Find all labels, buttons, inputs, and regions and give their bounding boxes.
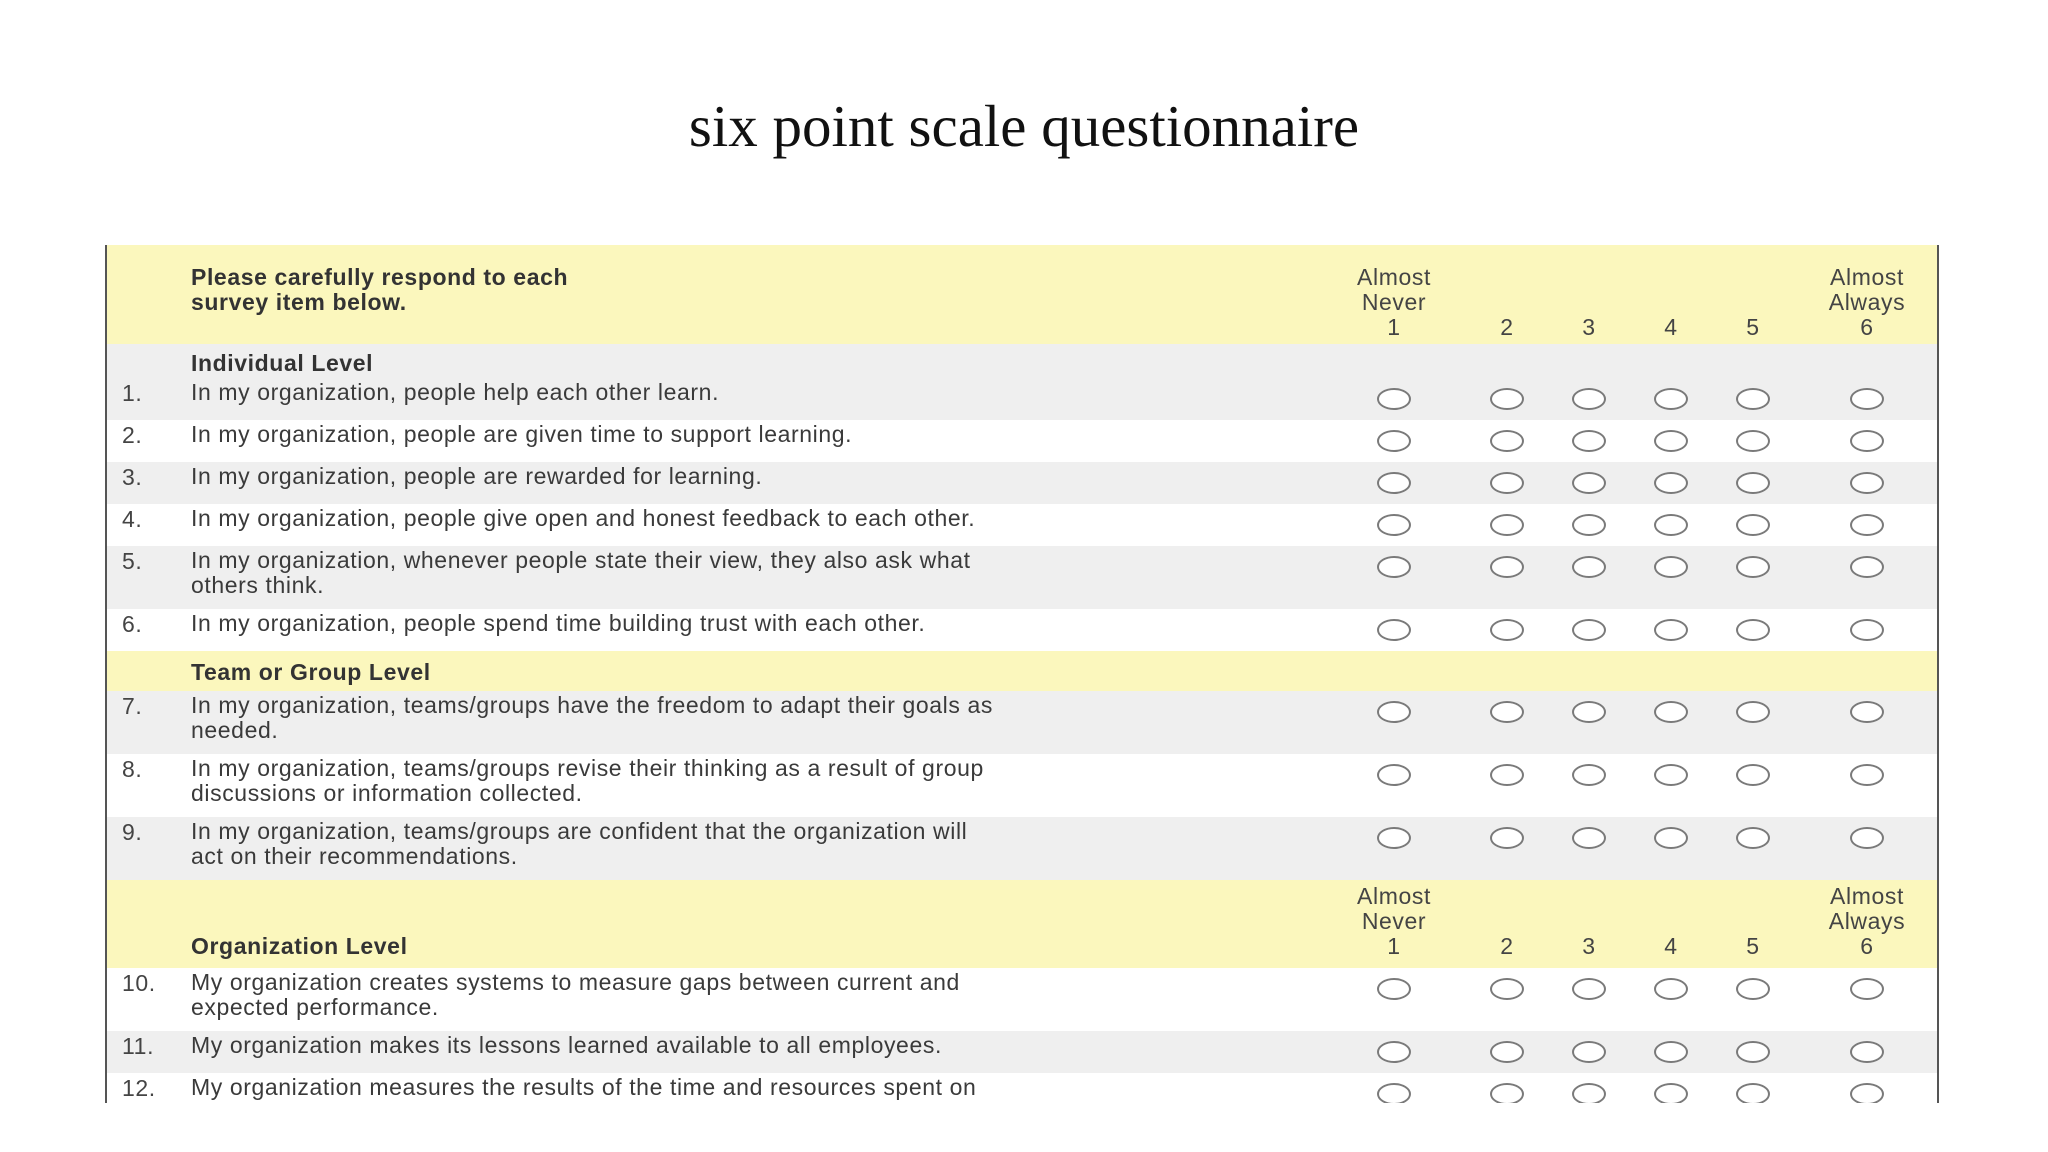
question-text: In my organization, people spend time building trust with each other. [191, 610, 926, 636]
question-text: My organization creates systems to measure gaps between current and expected performance. [191, 969, 960, 1020]
question-number: 7. [122, 693, 143, 719]
question-text: In my organization, people give open and honest feedback to each other. [191, 505, 976, 531]
question-text: In my organization, teams/groups have the freedom to adapt their goals as needed. [191, 692, 993, 743]
question-text: In my organization, people are given time to support learning. [191, 421, 853, 447]
rating-radio-3[interactable] [1572, 1041, 1606, 1063]
rating-radio-2[interactable] [1490, 701, 1524, 723]
question-number: 4. [122, 506, 143, 532]
rating-radio-3[interactable] [1572, 619, 1606, 641]
rating-radio-5[interactable] [1736, 388, 1770, 410]
rating-radio-6[interactable] [1850, 978, 1884, 1000]
rating-radio-6[interactable] [1850, 1083, 1884, 1103]
rating-radio-2[interactable] [1490, 827, 1524, 849]
rating-radio-4[interactable] [1654, 764, 1688, 786]
survey-intro: Please carefully respond to each survey item below. [191, 264, 569, 315]
scale-label-almost-always: Almost Always 6 [1828, 264, 1906, 340]
question-row [107, 504, 1937, 546]
question-number: 3. [122, 464, 143, 490]
rating-radio-1[interactable] [1377, 827, 1411, 849]
rating-radio-4[interactable] [1654, 1041, 1688, 1063]
rating-radio-2[interactable] [1490, 430, 1524, 452]
rating-radio-4[interactable] [1654, 514, 1688, 536]
question-number: 6. [122, 611, 143, 637]
rating-radio-5[interactable] [1736, 701, 1770, 723]
rating-radio-1[interactable] [1377, 978, 1411, 1000]
section-heading-row [107, 344, 1937, 378]
section-heading-row [107, 880, 1937, 968]
rating-radio-6[interactable] [1850, 827, 1884, 849]
rating-radio-6[interactable] [1850, 514, 1884, 536]
scale-label-4: 4 [1664, 314, 1678, 340]
page-title: six point scale questionnaire [688, 93, 1360, 159]
scale-label-almost-never: Almost Never 1 [1357, 264, 1431, 340]
rating-radio-1[interactable] [1377, 764, 1411, 786]
rating-radio-5[interactable] [1736, 556, 1770, 578]
rating-radio-4[interactable] [1654, 619, 1688, 641]
rating-radio-1[interactable] [1377, 1041, 1411, 1063]
rating-radio-1[interactable] [1377, 430, 1411, 452]
rating-radio-4[interactable] [1654, 827, 1688, 849]
rating-radio-5[interactable] [1736, 1041, 1770, 1063]
rating-radio-6[interactable] [1850, 1041, 1884, 1063]
question-row [107, 1073, 1937, 1103]
rating-radio-3[interactable] [1572, 472, 1606, 494]
section-heading: Team or Group Level [191, 659, 431, 685]
question-row [107, 968, 1937, 1031]
rating-radio-3[interactable] [1572, 514, 1606, 536]
section-heading: Organization Level [191, 933, 408, 959]
rating-radio-1[interactable] [1377, 1083, 1411, 1103]
scale-label-4: 4 [1664, 933, 1678, 959]
rating-radio-2[interactable] [1490, 764, 1524, 786]
rating-radio-6[interactable] [1850, 701, 1884, 723]
survey-table [105, 245, 1939, 1103]
question-text: In my organization, teams/groups revise their thinking as a result of group discussions or information collected. [191, 755, 984, 806]
question-row [107, 817, 1937, 880]
question-number: 11. [122, 1033, 155, 1059]
rating-radio-4[interactable] [1654, 701, 1688, 723]
section-heading: Individual Level [191, 350, 374, 376]
rating-radio-4[interactable] [1654, 472, 1688, 494]
question-number: 9. [122, 819, 143, 845]
rating-radio-5[interactable] [1736, 430, 1770, 452]
scale-label-3: 3 [1582, 314, 1596, 340]
rating-radio-3[interactable] [1572, 978, 1606, 1000]
rating-radio-2[interactable] [1490, 978, 1524, 1000]
rating-radio-1[interactable] [1377, 556, 1411, 578]
question-number: 10. [122, 970, 156, 996]
question-text: My organization makes its lessons learned available to all employees. [191, 1032, 942, 1058]
question-row [107, 420, 1937, 462]
question-text: In my organization, people are rewarded for learning. [191, 463, 763, 489]
question-number: 1. [122, 380, 143, 406]
question-number: 8. [122, 756, 143, 782]
rating-radio-2[interactable] [1490, 1041, 1524, 1063]
rating-radio-5[interactable] [1736, 619, 1770, 641]
rating-radio-5[interactable] [1736, 827, 1770, 849]
rating-radio-2[interactable] [1490, 472, 1524, 494]
rating-radio-2[interactable] [1490, 514, 1524, 536]
scale-label-5: 5 [1746, 933, 1760, 959]
rating-radio-3[interactable] [1572, 556, 1606, 578]
rating-radio-4[interactable] [1654, 556, 1688, 578]
survey-header-row [107, 245, 1937, 344]
scale-label-almost-never: Almost Never 1 [1357, 883, 1431, 959]
rating-radio-1[interactable] [1377, 619, 1411, 641]
rating-radio-5[interactable] [1736, 764, 1770, 786]
question-row [107, 378, 1937, 420]
rating-radio-5[interactable] [1736, 978, 1770, 1000]
question-row [107, 691, 1937, 754]
question-row [107, 609, 1937, 651]
rating-radio-2[interactable] [1490, 1083, 1524, 1103]
scale-label-2: 2 [1500, 314, 1514, 340]
question-text: My organization measures the results of the time and resources spent on [191, 1074, 977, 1100]
rating-radio-4[interactable] [1654, 430, 1688, 452]
rating-radio-3[interactable] [1572, 701, 1606, 723]
question-number: 5. [122, 548, 143, 574]
rating-radio-6[interactable] [1850, 388, 1884, 410]
scale-label-5: 5 [1746, 314, 1760, 340]
question-row [107, 546, 1937, 609]
rating-radio-3[interactable] [1572, 827, 1606, 849]
question-text: In my organization, whenever people state their view, they also ask what others think. [191, 547, 971, 598]
rating-radio-6[interactable] [1850, 472, 1884, 494]
rating-radio-2[interactable] [1490, 619, 1524, 641]
rating-radio-5[interactable] [1736, 514, 1770, 536]
rating-radio-1[interactable] [1377, 514, 1411, 536]
scale-label-3: 3 [1582, 933, 1596, 959]
rating-radio-4[interactable] [1654, 388, 1688, 410]
rating-radio-5[interactable] [1736, 1083, 1770, 1103]
rating-radio-2[interactable] [1490, 556, 1524, 578]
question-text: In my organization, people help each other learn. [191, 379, 720, 405]
rating-radio-4[interactable] [1654, 1083, 1688, 1103]
rating-radio-1[interactable] [1377, 701, 1411, 723]
rating-radio-3[interactable] [1572, 1083, 1606, 1103]
question-number: 12. [122, 1075, 156, 1101]
question-row [107, 1031, 1937, 1073]
question-text: In my organization, teams/groups are confident that the organization will act on their recommendations. [191, 818, 968, 869]
rating-radio-3[interactable] [1572, 764, 1606, 786]
rating-radio-4[interactable] [1654, 978, 1688, 1000]
rating-radio-1[interactable] [1377, 472, 1411, 494]
scale-label-2: 2 [1500, 933, 1514, 959]
rating-radio-5[interactable] [1736, 472, 1770, 494]
rating-radio-6[interactable] [1850, 556, 1884, 578]
rating-radio-6[interactable] [1850, 764, 1884, 786]
rating-radio-6[interactable] [1850, 430, 1884, 452]
rating-radio-1[interactable] [1377, 388, 1411, 410]
scale-label-almost-always: Almost Always 6 [1828, 883, 1906, 959]
rating-radio-6[interactable] [1850, 619, 1884, 641]
question-row [107, 462, 1937, 504]
rating-radio-3[interactable] [1572, 388, 1606, 410]
rating-radio-3[interactable] [1572, 430, 1606, 452]
question-number: 2. [122, 422, 143, 448]
question-row [107, 754, 1937, 817]
rating-radio-2[interactable] [1490, 388, 1524, 410]
section-heading-row [107, 651, 1937, 691]
